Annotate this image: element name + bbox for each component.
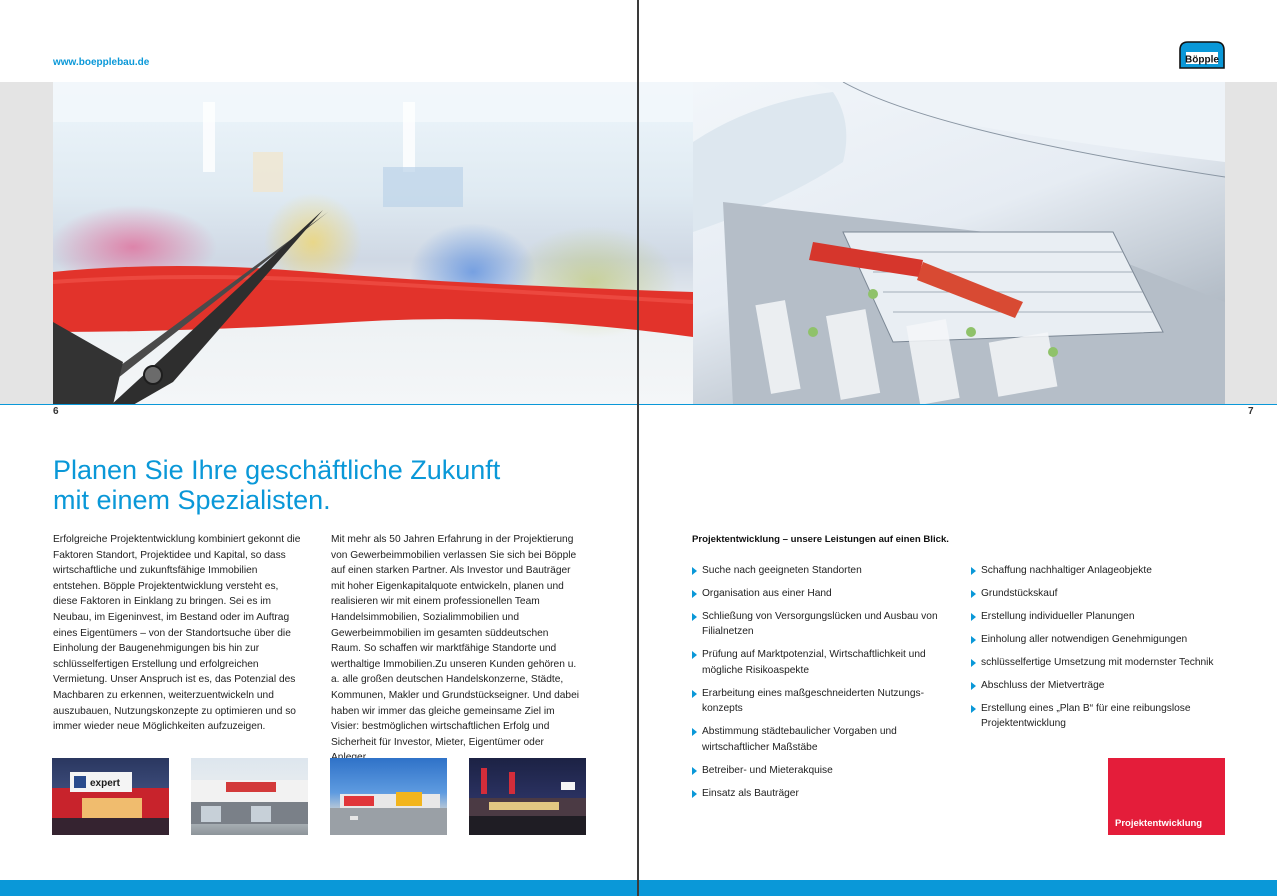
service-item: Abschluss der Mietverträge xyxy=(971,678,1221,693)
right-side-band xyxy=(1225,82,1277,405)
headline-line-1: Planen Sie Ihre geschäftliche Zukunft xyxy=(53,455,501,485)
service-item: Grundstückskauf xyxy=(971,586,1221,601)
bullet-arrow-icon xyxy=(692,651,697,659)
page-number-left: 6 xyxy=(53,406,59,417)
page-number-right: 7 xyxy=(1248,406,1254,417)
service-item: Erstellung eines „Plan B“ für eine reibungslose Projektentwicklung xyxy=(971,701,1221,732)
services-list-right xyxy=(971,563,1221,739)
page-gutter xyxy=(637,0,639,896)
bullet-arrow-icon xyxy=(971,682,976,690)
bullet-arrow-icon xyxy=(692,728,697,736)
service-item: Schaffung nachhaltiger Anlageobjekte xyxy=(971,563,1221,578)
page-headline xyxy=(53,455,613,515)
service-item: schlüsselfertige Umsetzung mit modernster Technik xyxy=(971,655,1221,670)
thumbnail-retail-front xyxy=(191,758,308,835)
headline-line-2: mit einem Spezialisten. xyxy=(53,485,331,515)
service-item: Einholung aller notwendigen Genehmigungen xyxy=(971,632,1221,647)
service-item: Betreiber- und Mieterakquise xyxy=(692,763,942,778)
services-list-left xyxy=(692,563,942,809)
service-item: Erarbeitung eines maßgeschneiderten Nutzungskonzepts xyxy=(692,686,942,717)
service-item: Erstellung individueller Planungen xyxy=(971,609,1221,624)
thumbnail-night-retail xyxy=(469,758,586,835)
site-plan-photo xyxy=(693,82,1225,405)
bullet-arrow-icon xyxy=(692,690,697,698)
boepple-logo xyxy=(1176,38,1228,70)
ribbon-cutting-photo xyxy=(53,82,693,405)
thumbnail-expert-store xyxy=(52,758,169,835)
bullet-arrow-icon xyxy=(971,567,976,575)
bullet-arrow-icon xyxy=(971,705,976,713)
services-heading: Projektentwicklung – unsere Leistungen auf einen Blick. xyxy=(692,534,949,545)
bullet-arrow-icon xyxy=(692,567,697,575)
bullet-arrow-icon xyxy=(971,636,976,644)
bullet-arrow-icon xyxy=(692,790,697,798)
service-item: Suche nach geeigneten Standorten xyxy=(692,563,942,578)
bullet-arrow-icon xyxy=(692,590,697,598)
body-column-2: Mit mehr als 50 Jahren Erfahrung in der Projektierung von Gewerbeimmobilien verlassen Sie sich bei Böpple auf einen starken Partner. Als Investor und Bauträger mit hoher Eigenkapitalquote entwickeln, planen und realisieren wir mit einem professionellen Team Handelsimmobilien, Sozialimmobilien und Gewerbeimmobilien im gesamten süddeutschen Raum. So schaffen wir marktfähige Standorte und werthaltige Immobilien.Zu unseren Kunden gehören u. a. alle großen deutschen Handelskonzerne, Städte, Kommunen, Makler und Grundstückseigner. Und dabei haben wir immer das gleiche gemeinsame Ziel im Visier: bestmöglichen wirtschaftlichen Erfolg und Sicherheit für Investor, Mieter, Eigentümer oder xyxy=(331,534,580,748)
bullet-arrow-icon xyxy=(692,613,697,621)
body-column-1: Erfolgreiche Projektentwicklung kombiniert gekonnt die Faktoren Standort, Projektidee und Kapital, so dass wirtschaftliche und zukunftsfähige Immobilien entstehen. Böpple Projektentwicklung versteht es, diese Faktoren in Einklang zu bringen. Sei es im Neubau, im Eigeninvest, im Bestand oder im Auftrag eines Eigentümers – von der Standortsuche über die Einholung der Baugenehmigungen bis hin zur schlüsselfertigen Erstellung und erfolgreichen Vermietung. Unser Anspruch ist es, das Potenzial des Machbaren zu erkennen, weiterzuentwickeln und auszubauen, Nutzungskonzepte zu optimieren und so immer wieder neue Möglichkeiten aufzuzeigen. xyxy=(53,534,301,733)
logo-text: Böpple xyxy=(1185,54,1219,66)
left-side-band xyxy=(0,82,53,405)
service-item: Schließung von Versorgungslücken und Ausbau von Filialnetzen xyxy=(692,609,942,640)
website-link[interactable]: www.boepplebau.de xyxy=(53,57,150,68)
service-item: Einsatz als Bauträger xyxy=(692,786,942,801)
bullet-arrow-icon xyxy=(971,613,976,621)
bullet-arrow-icon xyxy=(971,659,976,667)
expert-sign-text: expert xyxy=(90,778,121,789)
section-tag-box xyxy=(1108,758,1225,835)
section-tag-label: Projektentwicklung xyxy=(1115,818,1203,829)
thumbnail-shopping-center xyxy=(330,758,447,835)
bullet-arrow-icon xyxy=(692,767,697,775)
bullet-arrow-icon xyxy=(971,590,976,598)
service-item: Abstimmung städtebaulicher Vorgaben und wirtschaftlicher Maßstäbe xyxy=(692,724,942,755)
service-item: Organisation aus einer Hand xyxy=(692,586,942,601)
service-item: Prüfung auf Marktpotenzial, Wirtschaftlichkeit und mögliche Risikoaspekte xyxy=(692,647,942,678)
